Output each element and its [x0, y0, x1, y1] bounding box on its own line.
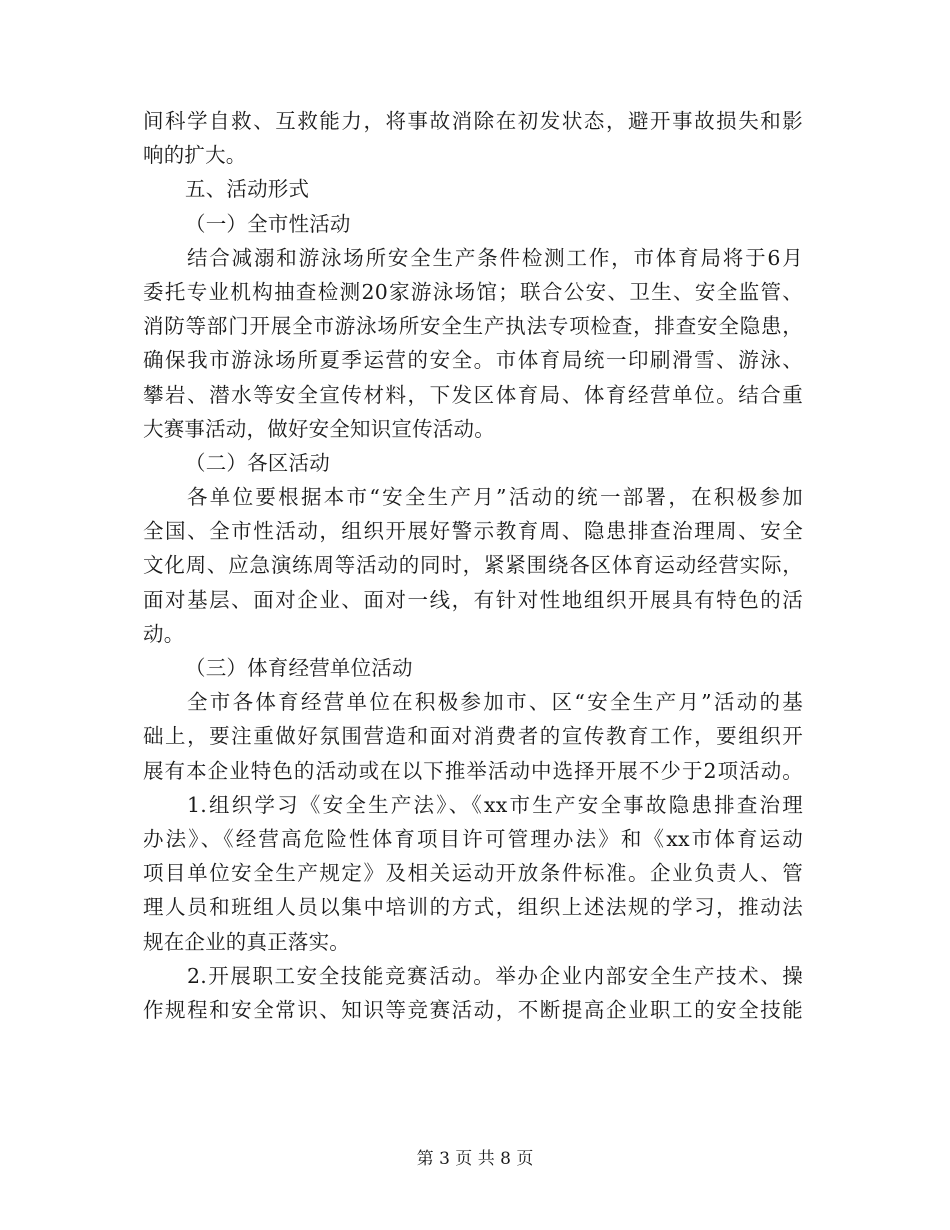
paragraph-line: 全市各体育经营单位在积极参加市、区“安全生产月”活动的基 [187, 690, 803, 715]
subsection-heading: （二）各区活动 [185, 450, 330, 475]
list-item-line: 理人员和班组人员以集中培训的方式，组织上述法规的学习，推动法 [143, 895, 803, 920]
paragraph-line: 文化周、应急演练周等活动的同时，紧紧围绕各区体育运动经营实际， [143, 553, 803, 578]
list-item-line: 作规程和安全常识、知识等竞赛活动，不断提高企业职工的安全技能 [143, 997, 803, 1022]
document-body [143, 104, 803, 1027]
paragraph-line: 委托专业机构抽查检测20家游泳场馆；联合公安、卫生、安全监管、 [143, 279, 803, 304]
paragraph-line: 间科学自救、互救能力，将事故消除在初发状态，避开事故损失和影 [143, 109, 803, 133]
list-item-line: 1.组织学习《安全生产法》、《xx市生产安全事故隐患排查治理 [187, 792, 803, 817]
paragraph-line: 全国、全市性活动，组织开展好警示教育周、隐患排查治理周、安全 [143, 519, 803, 544]
list-item-line: 2.开展职工安全技能竞赛活动。举办企业内部安全生产技术、操 [187, 963, 803, 988]
section-heading: 五、活动形式 [185, 177, 310, 202]
paragraph-line: 确保我市游泳场所夏季运营的安全。市体育局统一印刷滑雪、游泳、 [143, 348, 803, 373]
list-item-line: 项目单位安全生产规定》及相关运动开放条件标准。企业负责人、管 [143, 861, 803, 886]
paragraph-line: 各单位要根据本市“安全生产月”活动的统一部署，在积极参加 [187, 485, 803, 510]
subsection-heading: （一）全市性活动 [185, 211, 351, 236]
list-item-line: 办法》、《经营高危险性体育项目许可管理办法》和《xx市体育运动 [143, 826, 803, 851]
subsection-heading: （三）体育经营单位活动 [185, 656, 413, 680]
paragraph-line: 结合减溺和游泳场所安全生产条件检测工作，市体育局将于6月 [187, 245, 803, 270]
paragraph-line: 础上，要注重做好氛围营造和面对消费者的宣传教育工作，要组织开 [143, 724, 803, 749]
list-item-line: 规在企业的真正落实。 [143, 929, 350, 954]
paragraph-line: 大赛事活动，做好安全知识宣传活动。 [143, 416, 495, 441]
paragraph-line: 展有本企业特色的活动或在以下推举活动中选择开展不少于2项活动。 [143, 758, 803, 783]
paragraph-line: 响的扩大。 [143, 143, 247, 168]
paragraph-line: 面对基层、面对企业、面对一线，有针对性地组织开展具有特色的活 [143, 587, 803, 612]
paragraph-line: 动。 [143, 621, 185, 646]
paragraph-line: 攀岩、潜水等安全宣传材料，下发区体育局、体育经营单位。结合重 [143, 382, 803, 407]
page-number-footer: 第 3 页 共 8 页 [416, 1149, 534, 1169]
paragraph-line: 消防等部门开展全市游泳场所安全生产执法专项检查，排查安全隐患， [143, 314, 803, 339]
